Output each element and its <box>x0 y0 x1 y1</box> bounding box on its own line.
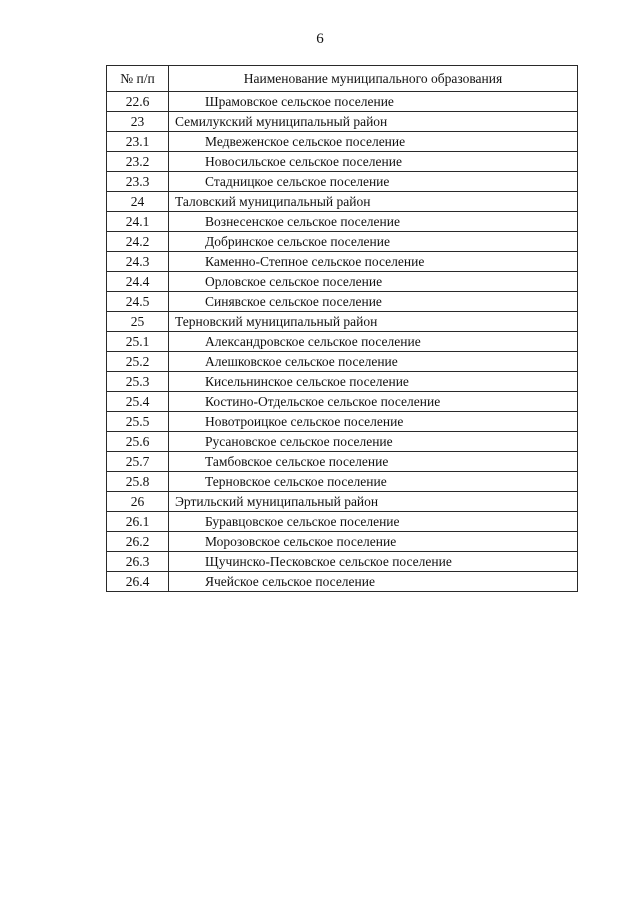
row-number: 26 <box>107 492 169 512</box>
table-row <box>107 272 578 292</box>
table-row <box>107 312 578 332</box>
table-header-row <box>107 66 578 92</box>
table-row <box>107 112 578 132</box>
settlement-name: Щучинско-Песковское сельское поселение <box>169 552 578 572</box>
settlement-name: Новотроицкое сельское поселение <box>169 412 578 432</box>
table-row <box>107 372 578 392</box>
table-row <box>107 472 578 492</box>
row-number: 23 <box>107 112 169 132</box>
row-number: 23.1 <box>107 132 169 152</box>
settlement-name: Костино-Отдельское сельское поселение <box>169 392 578 412</box>
settlement-name: Орловское сельское поселение <box>169 272 578 292</box>
settlement-name: Стадницкое сельское поселение <box>169 172 578 192</box>
row-number: 24.2 <box>107 232 169 252</box>
table-row <box>107 152 578 172</box>
row-number: 24.1 <box>107 212 169 232</box>
row-number: 25.7 <box>107 452 169 472</box>
row-number: 24.4 <box>107 272 169 292</box>
row-number: 26.2 <box>107 532 169 552</box>
row-number: 26.4 <box>107 572 169 592</box>
table-row <box>107 252 578 272</box>
settlement-name: Терновское сельское поселение <box>169 472 578 492</box>
municipalities-table <box>106 65 578 592</box>
table-row <box>107 192 578 212</box>
settlement-name: Кисельнинское сельское поселение <box>169 372 578 392</box>
settlement-name: Синявское сельское поселение <box>169 292 578 312</box>
settlement-name: Александровское сельское поселение <box>169 332 578 352</box>
settlement-name: Каменно-Степное сельское поселение <box>169 252 578 272</box>
settlement-name: Алешковское сельское поселение <box>169 352 578 372</box>
table-row <box>107 92 578 112</box>
table-body <box>107 92 578 592</box>
row-number: 25.3 <box>107 372 169 392</box>
row-number: 25.1 <box>107 332 169 352</box>
row-number: 25.2 <box>107 352 169 372</box>
column-header-number: № п/п <box>107 66 169 92</box>
table-row <box>107 552 578 572</box>
table-row <box>107 352 578 372</box>
row-number: 23.2 <box>107 152 169 172</box>
district-name: Эртильский муниципальный район <box>169 492 578 512</box>
table-row <box>107 132 578 152</box>
row-number: 23.3 <box>107 172 169 192</box>
table-row <box>107 232 578 252</box>
settlement-name: Новосильское сельское поселение <box>169 152 578 172</box>
settlement-name: Русановское сельское поселение <box>169 432 578 452</box>
settlement-name: Морозовское сельское поселение <box>169 532 578 552</box>
table-row <box>107 292 578 312</box>
district-name: Таловский муниципальный район <box>169 192 578 212</box>
settlement-name: Добринское сельское поселение <box>169 232 578 252</box>
table-row <box>107 212 578 232</box>
settlement-name: Вознесенское сельское поселение <box>169 212 578 232</box>
table-row <box>107 572 578 592</box>
table-row <box>107 512 578 532</box>
row-number: 24.3 <box>107 252 169 272</box>
column-header-name: Наименование муниципального образования <box>169 66 578 92</box>
district-name: Семилукский муниципальный район <box>169 112 578 132</box>
table-row <box>107 332 578 352</box>
row-number: 25.6 <box>107 432 169 452</box>
row-number: 25.8 <box>107 472 169 492</box>
settlement-name: Тамбовское сельское поселение <box>169 452 578 472</box>
settlement-name: Буравцовское сельское поселение <box>169 512 578 532</box>
settlement-name: Шрамовское сельское поселение <box>169 92 578 112</box>
table-row <box>107 392 578 412</box>
settlement-name: Медвеженское сельское поселение <box>169 132 578 152</box>
row-number: 25.4 <box>107 392 169 412</box>
row-number: 24.5 <box>107 292 169 312</box>
table-row <box>107 412 578 432</box>
row-number: 26.3 <box>107 552 169 572</box>
settlement-name: Ячейское сельское поселение <box>169 572 578 592</box>
table-row <box>107 492 578 512</box>
row-number: 25 <box>107 312 169 332</box>
page-number: 6 <box>316 31 324 47</box>
table-row <box>107 452 578 472</box>
district-name: Терновский муниципальный район <box>169 312 578 332</box>
table-row <box>107 432 578 452</box>
row-number: 25.5 <box>107 412 169 432</box>
table-header <box>107 66 578 92</box>
row-number: 24 <box>107 192 169 212</box>
table-row <box>107 172 578 192</box>
table-row <box>107 532 578 552</box>
row-number: 22.6 <box>107 92 169 112</box>
row-number: 26.1 <box>107 512 169 532</box>
